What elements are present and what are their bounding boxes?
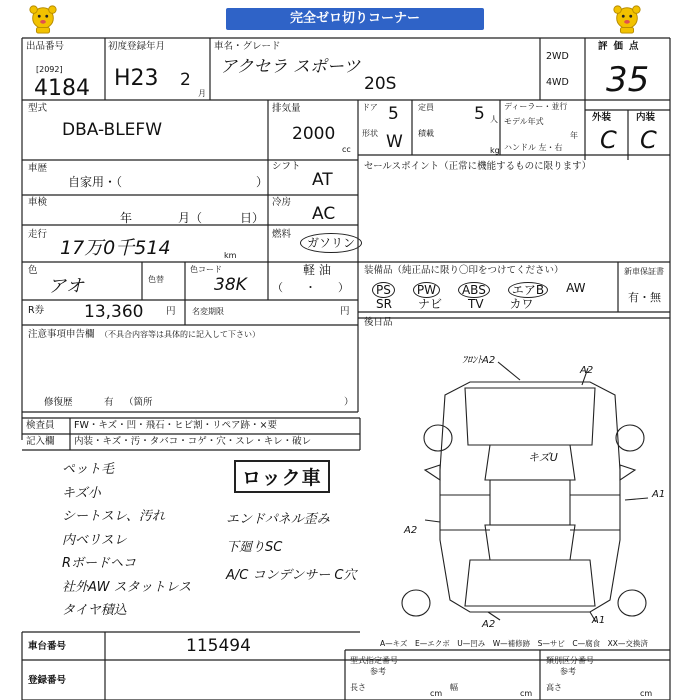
- score-label: 評価点: [598, 41, 645, 52]
- history-label: 車歴: [28, 163, 48, 174]
- lot-number: 4184: [34, 76, 90, 101]
- equip-navi: ナビ: [417, 297, 442, 311]
- equipment-label: 装備品（純正品に限り〇印をつけてください）: [364, 265, 564, 276]
- remarks-note: （不具合内容等は具体的に記入して下さい）: [100, 330, 260, 339]
- model-year-unit: 年: [570, 131, 578, 140]
- length-label: 長さ: [350, 683, 366, 692]
- color-value: アオ: [48, 276, 84, 297]
- drive-2wd: 2WD: [546, 51, 569, 62]
- lot-bracket: [2092]: [36, 65, 63, 74]
- note-item: A/C コンデンサー C穴: [226, 568, 357, 583]
- mileage-label: 走行: [28, 229, 48, 240]
- fuel-light-oil: 軽 油: [303, 263, 331, 277]
- diagram-label: ﾌﾛﾝﾄA2: [462, 355, 496, 366]
- car-label: 車名・グレード: [214, 41, 281, 52]
- inspector-row1: FW・キズ・凹・飛石・ヒビ割・リペア跡・×要: [74, 420, 277, 431]
- recycle-label: R券: [28, 305, 45, 316]
- fuel-gas-circled: ガソリン: [300, 233, 362, 253]
- diagram-label: A2: [482, 619, 496, 630]
- equip-pw: PW: [413, 282, 440, 298]
- capacity-value: 5: [474, 104, 485, 124]
- model-label: 型式: [28, 103, 48, 114]
- equip-aw: AW: [566, 281, 586, 295]
- first-reg-era: H23: [114, 66, 159, 91]
- doors-value: 5: [388, 104, 399, 124]
- tax-unit: 円: [340, 306, 350, 317]
- interior-label: 内装: [636, 112, 656, 123]
- sales-point-label: セールスポイント（正常に機能するものに限ります）: [364, 161, 592, 172]
- shape-value: W: [386, 132, 403, 152]
- banner-title: 完全ゼロ切りコーナー: [226, 8, 484, 30]
- exterior-label: 外装: [592, 112, 612, 123]
- car-grade: 20S: [364, 74, 397, 94]
- inspector-label: 検査員: [26, 420, 55, 431]
- repair-label: 修復歴: [44, 397, 73, 408]
- recycle-value: 13,360: [84, 302, 144, 322]
- equip-airbag: エアB: [508, 282, 548, 298]
- inspection-month: 月（: [178, 211, 203, 225]
- repair-value: 有: [104, 397, 114, 408]
- repair-place: （箇所: [124, 397, 153, 408]
- score-value: 35: [606, 60, 650, 100]
- equip-ps: PS: [372, 282, 395, 298]
- diagram-label: A1: [592, 615, 606, 626]
- tax-label: 名変期限: [192, 307, 224, 316]
- note-item: キズ小: [62, 485, 101, 501]
- cm-unit: cm: [430, 689, 443, 698]
- inspection-label: 車検: [28, 197, 48, 208]
- recycle-unit: 円: [166, 306, 176, 317]
- doors-label: ドア: [362, 103, 378, 112]
- color-label: 色: [28, 265, 38, 276]
- width-label: 幅: [450, 683, 458, 692]
- car-name: アクセラ スポーツ: [220, 57, 361, 77]
- registration-label: 登録番号: [28, 675, 67, 686]
- load-label: 積載: [418, 129, 434, 138]
- diagram-label: キズU: [528, 451, 558, 464]
- displacement-label: 排気量: [272, 103, 301, 114]
- mileage-value: 17万0千514: [60, 237, 171, 259]
- cm-unit: cm: [640, 689, 653, 698]
- first-reg-label: 初度登録年月: [108, 41, 166, 52]
- exterior-grade: C: [600, 126, 617, 154]
- inspector-row2: 内装・キズ・汚・タバコ・コゲ・穴・スレ・キレ・破レ: [74, 436, 312, 447]
- capacity-label: 定員: [418, 103, 434, 112]
- class-no-label: 類別区分番号: [546, 656, 594, 665]
- inspector-row2-label: 記入欄: [26, 436, 55, 447]
- note-item: タイヤ積込: [62, 603, 127, 618]
- ref-label: 参考: [370, 667, 386, 676]
- remarks-label: 注意事項申告欄: [28, 329, 95, 340]
- shape-label: 形状: [362, 129, 378, 138]
- note-item: Rボードヘコ: [62, 556, 137, 571]
- shift-value: AT: [312, 170, 333, 190]
- warranty-value: 有・無: [628, 291, 661, 304]
- color-code-label: 色コード: [190, 265, 222, 274]
- cm-unit: cm: [520, 689, 533, 698]
- lock-car-stamp: ロック車: [234, 460, 330, 493]
- diagram-label: A1: [652, 489, 666, 500]
- lot-label: 出品番号: [26, 41, 65, 52]
- color-code: 38K: [214, 275, 247, 295]
- repair-close: ）: [344, 397, 354, 408]
- history-value: 自家用・（: [68, 175, 123, 189]
- note-item: 社外AW スタットレス: [62, 579, 192, 595]
- note-item: 下廻りSC: [226, 540, 283, 555]
- interior-grade: C: [640, 126, 657, 154]
- damage-legend: A—キズ E—エクボ U—凹み W—補修跡 S—サビ C—腐食 XX—交換済: [380, 639, 648, 648]
- displacement-value: 2000: [292, 124, 336, 144]
- equip-sr: SR: [376, 297, 392, 311]
- displacement-unit: cc: [342, 145, 351, 154]
- back-seat-label: 後日品: [364, 317, 393, 328]
- diagram-label: A2: [580, 365, 594, 376]
- note-item: シートスレ、汚れ: [62, 509, 165, 524]
- note-item: 内ベリスレ: [62, 532, 127, 548]
- history-close: ）: [256, 175, 269, 189]
- equip-tv: TV: [467, 297, 484, 311]
- chassis-value: 115494: [186, 636, 251, 656]
- chassis-label: 車台番号: [28, 641, 67, 652]
- equip-leather: カワ: [509, 297, 534, 311]
- shift-label: シフト: [272, 161, 301, 172]
- drive-4wd: 4WD: [546, 77, 569, 88]
- inspection-year: 年: [120, 211, 133, 225]
- equip-abs: ABS: [458, 282, 490, 298]
- warranty-label: 新車保証書: [624, 267, 664, 276]
- first-reg-month: 2: [180, 70, 191, 90]
- color-change-label: 色替: [148, 275, 164, 284]
- dealer-label: ディーラー・並行: [504, 102, 568, 111]
- aircon-value: AC: [312, 204, 336, 224]
- note-item: ペット毛: [62, 462, 115, 477]
- handle-label: ハンドル 左・右: [504, 143, 563, 152]
- fuel-label: 燃料: [272, 229, 292, 240]
- load-unit: kg: [490, 146, 500, 155]
- note-item: エンドパネル歪み: [226, 512, 330, 527]
- height-label: 高さ: [546, 683, 562, 692]
- diagram-label: A2: [404, 525, 418, 536]
- ref-label: 参考: [560, 667, 576, 676]
- model-year-label: モデル年式: [504, 117, 544, 126]
- fuel-paren: （ ・ ）: [272, 281, 349, 294]
- first-reg-month-unit: 月: [198, 89, 206, 98]
- inspection-day: 日）: [240, 211, 265, 225]
- aircon-label: 冷房: [272, 197, 292, 208]
- model-value: DBA-BLEFW: [62, 120, 162, 140]
- model-cert-label: 型式指定番号: [350, 656, 398, 665]
- mileage-unit: km: [224, 251, 237, 260]
- capacity-unit: 人: [490, 115, 498, 124]
